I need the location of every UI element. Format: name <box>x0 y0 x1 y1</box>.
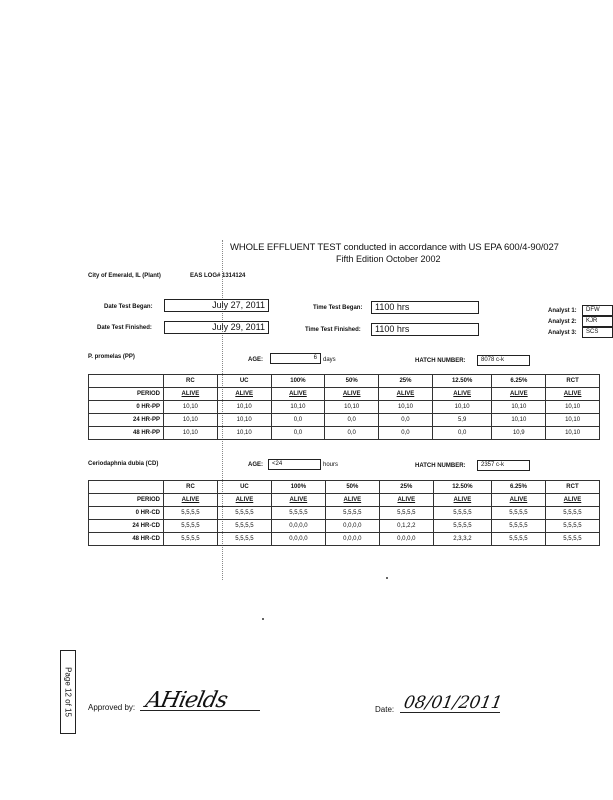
period-cell: 0 HR-PP <box>89 401 164 414</box>
time-finished-label: Time Test Finished: <box>305 327 361 333</box>
table-cell: 10,10 <box>546 401 600 414</box>
table-cell: 10,10 <box>164 414 218 427</box>
analyst-1-label: Analyst 1: <box>548 308 577 314</box>
eas-log-number: EAS LOG# 1314124 <box>190 273 246 279</box>
approval-date: 08/01/2011 <box>402 693 504 713</box>
table-cell: 10,10 <box>379 401 433 414</box>
table-cell: 5,5,5,5 <box>164 520 218 533</box>
period-cell: PERIOD <box>89 388 164 401</box>
table-cell: RC <box>164 481 218 494</box>
table-cell: 10,10 <box>164 401 218 414</box>
date-finished-value: July 29, 2011 <box>212 322 265 332</box>
period-cell <box>89 375 164 388</box>
client-name: City of Emerald, IL (Plant) <box>88 273 161 279</box>
table-cell: ALIVE <box>164 494 218 507</box>
report-subtitle: Fifth Edition October 2002 <box>336 254 441 264</box>
table-cell: 0,0 <box>325 414 379 427</box>
date-label: Date: <box>375 705 395 714</box>
table-row <box>89 507 600 520</box>
table-cell: 5,5,5,5 <box>545 520 599 533</box>
table-cell: 5,5,5,5 <box>379 507 433 520</box>
table-row <box>89 520 600 533</box>
table-cell: 25% <box>379 375 433 388</box>
analyst-2-value: KJR <box>586 318 598 324</box>
page-number-box <box>60 650 76 734</box>
table-cell: 0,0,0,0 <box>271 520 325 533</box>
table-cell: RCT <box>545 481 599 494</box>
table-cell: UC <box>217 375 271 388</box>
column-header-row <box>89 375 600 388</box>
table-cell: 5,5,5,5 <box>325 507 379 520</box>
table-cell: 50% <box>325 481 379 494</box>
table-cell: 2,3,3,2 <box>433 533 491 546</box>
table-cell: 10,10 <box>432 401 492 414</box>
column-header-row <box>89 481 600 494</box>
cd-age-field <box>268 459 321 470</box>
cd-age-label: AGE: <box>248 462 263 468</box>
table-cell: ALIVE <box>546 388 600 401</box>
table-cell: RC <box>164 375 218 388</box>
table-cell: 0,0 <box>379 427 433 440</box>
table-row <box>89 533 600 546</box>
table-cell: ALIVE <box>325 388 379 401</box>
table-cell: ALIVE <box>217 494 271 507</box>
date-began-label: Date Test Began: <box>104 304 153 310</box>
period-cell: 24 HR-PP <box>89 414 164 427</box>
time-began-field <box>371 301 479 314</box>
period-cell: 24 HR-CD <box>89 520 164 533</box>
table-cell: ALIVE <box>433 494 491 507</box>
table-cell: 5,5,5,5 <box>491 520 545 533</box>
table-cell: 0,0,0,0 <box>325 520 379 533</box>
table-cell: 5,5,5,5 <box>545 533 599 546</box>
table-cell: 25% <box>379 481 433 494</box>
cd-hatch-value: 2357 c-k <box>481 462 505 468</box>
report-title: WHOLE EFFLUENT TEST conducted in accordance with US EPA 600/4-90/027 <box>230 242 559 253</box>
pp-species: P. promelas (PP) <box>88 354 135 360</box>
table-cell: 5,5,5,5 <box>491 533 545 546</box>
table-cell: 10,9 <box>492 427 546 440</box>
table-cell: 5,9 <box>432 414 492 427</box>
period-cell: 48 HR-CD <box>89 533 164 546</box>
table-row <box>89 414 600 427</box>
table-cell: 5,5,5,5 <box>217 520 271 533</box>
page-number: Page 12 of 15 <box>63 667 73 717</box>
table-cell: 0,0,0,0 <box>271 533 325 546</box>
cd-age-unit: hours <box>323 462 339 468</box>
cd-age-value: <24 <box>272 461 283 467</box>
table-cell: 10,10 <box>217 414 271 427</box>
pp-age-field <box>270 353 321 364</box>
table-cell: 10,10 <box>546 414 600 427</box>
analyst-1-value: DFW <box>586 307 600 313</box>
cd-results-table <box>88 480 600 546</box>
table-cell: 0,0 <box>325 427 379 440</box>
analyst-1-field <box>582 305 613 316</box>
table-cell: 5,5,5,5 <box>433 520 491 533</box>
table-cell: 5,5,5,5 <box>164 507 218 520</box>
pp-age-value: 6 <box>313 355 317 361</box>
table-cell: ALIVE <box>164 388 218 401</box>
table-cell: 50% <box>325 375 379 388</box>
time-finished-value: 1100 hrs <box>375 324 410 334</box>
time-began-value: 1100 hrs <box>375 302 410 312</box>
period-cell: PERIOD <box>89 494 164 507</box>
table-cell: 12.50% <box>433 481 491 494</box>
period-header-row <box>89 494 600 507</box>
table-cell: 5,5,5,5 <box>217 507 271 520</box>
table-cell: 10,10 <box>492 401 546 414</box>
time-began-label: Time Test Began: <box>313 305 363 311</box>
table-cell: 10,10 <box>164 427 218 440</box>
approver-signature: AHields <box>143 688 230 713</box>
pp-hatch-value: 8078 c-k <box>481 357 505 363</box>
table-cell: 0,0 <box>432 427 492 440</box>
table-cell: 10,10 <box>325 401 379 414</box>
table-cell: RCT <box>546 375 600 388</box>
table-cell: ALIVE <box>325 494 379 507</box>
table-cell: 5,5,5,5 <box>433 507 491 520</box>
table-cell: ALIVE <box>217 388 271 401</box>
table-row <box>89 427 600 440</box>
table-cell: 100% <box>271 375 325 388</box>
table-cell: ALIVE <box>271 388 325 401</box>
scan-speck <box>262 618 264 620</box>
analyst-3-field <box>582 327 613 338</box>
table-cell: ALIVE <box>432 388 492 401</box>
approved-by-label: Approved by: <box>88 703 136 712</box>
table-cell: ALIVE <box>379 388 433 401</box>
period-cell: 48 HR-PP <box>89 427 164 440</box>
table-cell: 6.25% <box>492 375 546 388</box>
table-cell: 6.25% <box>491 481 545 494</box>
pp-hatch-label: HATCH NUMBER: <box>415 358 466 364</box>
table-cell: 10,10 <box>546 427 600 440</box>
table-cell: ALIVE <box>379 494 433 507</box>
date-began-field <box>164 299 269 312</box>
period-cell: 0 HR-CD <box>89 507 164 520</box>
table-cell: 5,5,5,5 <box>271 507 325 520</box>
period-header-row <box>89 388 600 401</box>
table-cell: 100% <box>271 481 325 494</box>
analyst-3-label: Analyst 3: <box>548 330 577 336</box>
table-cell: ALIVE <box>492 388 546 401</box>
date-finished-field <box>164 321 269 334</box>
table-cell: ALIVE <box>545 494 599 507</box>
table-cell: 5,5,5,5 <box>164 533 218 546</box>
table-cell: 0,1,2,2 <box>379 520 433 533</box>
table-cell: 0,0,0,0 <box>379 533 433 546</box>
table-cell: ALIVE <box>271 494 325 507</box>
table-cell: UC <box>217 481 271 494</box>
table-cell: 12.50% <box>432 375 492 388</box>
table-cell: 5,5,5,5 <box>217 533 271 546</box>
pp-age-unit: days <box>323 357 336 363</box>
period-cell <box>89 481 164 494</box>
pp-results-table <box>88 374 600 440</box>
table-cell: 10,10 <box>271 401 325 414</box>
table-cell: 10,10 <box>217 427 271 440</box>
table-cell: 0,0 <box>271 414 325 427</box>
table-cell: 0,0 <box>271 427 325 440</box>
table-cell: 10,10 <box>492 414 546 427</box>
table-cell: 10,10 <box>217 401 271 414</box>
date-finished-label: Date Test Finished: <box>97 325 152 331</box>
table-row <box>89 401 600 414</box>
time-finished-field <box>371 323 479 336</box>
analyst-2-label: Analyst 2: <box>548 319 577 325</box>
analyst-2-field <box>582 316 613 327</box>
table-cell: 5,5,5,5 <box>545 507 599 520</box>
cd-hatch-field <box>477 460 530 471</box>
table-cell: 0,0 <box>379 414 433 427</box>
cd-hatch-label: HATCH NUMBER: <box>415 463 466 469</box>
pp-age-label: AGE: <box>248 357 263 363</box>
pp-hatch-field <box>477 355 530 366</box>
scan-speck <box>386 577 388 579</box>
cd-species: Ceriodaphnia dubia (CD) <box>88 461 159 467</box>
table-cell: 5,5,5,5 <box>491 507 545 520</box>
analyst-3-value: SCS <box>586 329 599 335</box>
date-began-value: July 27, 2011 <box>212 300 265 310</box>
table-cell: ALIVE <box>491 494 545 507</box>
table-cell: 0,0,0,0 <box>325 533 379 546</box>
